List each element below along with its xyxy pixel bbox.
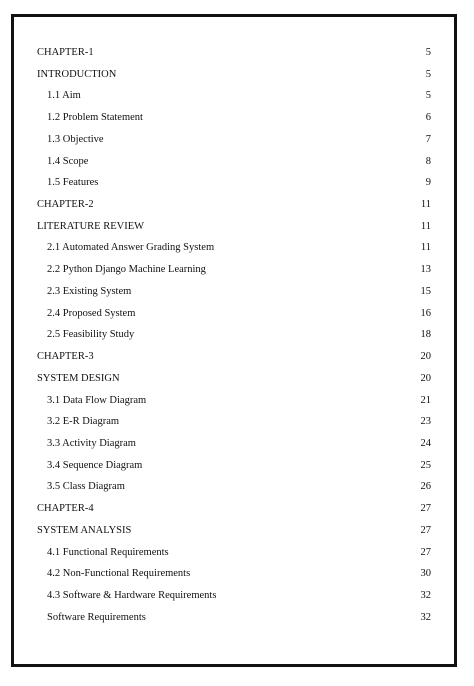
toc-chapter-row — [37, 372, 431, 394]
toc-entry-title: CHAPTER-1 — [37, 47, 94, 58]
toc-chapter-row — [37, 350, 431, 372]
toc-entry-page-number: 23 — [420, 416, 431, 428]
toc-entry-page-number: 24 — [420, 437, 431, 449]
toc-entry-title: CHAPTER-4 — [37, 503, 94, 515]
toc-entry-title: 3.4 Sequence Diagram — [47, 459, 143, 471]
toc-section-row — [37, 307, 431, 329]
toc-entry-page-number: 7 — [425, 133, 431, 145]
toc-entry-title: 1.1 Aim — [47, 90, 81, 102]
toc-entry-title: 4.2 Non-Functional Requirements — [47, 568, 191, 580]
toc-entry-title: 1.5 Features — [47, 177, 99, 189]
toc-chapter-row — [37, 502, 431, 524]
toc-section-row — [37, 89, 431, 111]
toc-section-row — [37, 133, 431, 155]
toc-section-row — [37, 263, 431, 285]
toc-section-row — [37, 111, 431, 133]
table-of-contents — [37, 46, 431, 632]
toc-section-row — [37, 611, 431, 633]
toc-entry-title: 2.5 Feasibility Study — [47, 329, 135, 341]
toc-entry-page-number: 13 — [420, 264, 431, 276]
toc-section-row — [37, 546, 431, 568]
toc-section-row — [37, 394, 431, 416]
toc-entry-page-number: 20 — [420, 351, 431, 363]
toc-entry-page-number: 25 — [420, 459, 431, 471]
toc-section-row — [37, 241, 431, 263]
toc-entry-title: 2.3 Existing System — [47, 285, 132, 297]
toc-entry-page-number: 15 — [420, 285, 431, 297]
toc-entry-title: 1.4 Scope — [47, 155, 89, 167]
toc-entry-page-number: 27 — [420, 503, 431, 515]
toc-entry-title: INTRODUCTION — [37, 68, 117, 80]
toc-entry-page-number: 21 — [420, 394, 431, 406]
toc-chapter-row — [37, 68, 431, 90]
toc-entry-page-number: 18 — [420, 329, 431, 341]
toc-section-row — [37, 328, 431, 350]
toc-entry-title: Software Requirements — [47, 611, 146, 623]
toc-section-row — [37, 176, 431, 198]
toc-entry-title: 3.1 Data Flow Diagram — [47, 394, 147, 406]
toc-entry-title: 3.3 Activity Diagram — [47, 437, 136, 449]
toc-entry-title: 2.2 Python Django Machine Learning — [47, 264, 206, 276]
toc-entry-title: 3.2 E-R Diagram — [47, 416, 120, 428]
toc-section-row — [37, 567, 431, 589]
toc-entry-page-number: 11 — [420, 242, 431, 254]
toc-section-row — [37, 480, 431, 502]
toc-entry-title: CHAPTER-2 — [37, 199, 94, 211]
toc-entry-title: 4.3 Software & Hardware Requirements — [47, 589, 217, 601]
toc-section-row — [37, 589, 431, 611]
toc-chapter-row — [37, 220, 431, 242]
toc-entry-page-number: 27 — [420, 546, 431, 558]
toc-entry-page-number: 26 — [420, 481, 431, 493]
toc-section-row — [37, 437, 431, 459]
toc-section-row — [37, 459, 431, 481]
toc-entry-page-number: 16 — [420, 307, 431, 319]
toc-entry-page-number: 11 — [420, 199, 431, 211]
toc-entry-title: 4.1 Functional Requirements — [47, 546, 169, 558]
toc-entry-title: 1.3 Objective — [47, 133, 104, 145]
toc-entry-page-number: 27 — [420, 524, 431, 536]
toc-entry-title: LITERATURE REVIEW — [37, 220, 145, 232]
toc-chapter-row — [37, 46, 431, 68]
toc-chapter-row — [37, 524, 431, 546]
toc-section-row — [37, 155, 431, 177]
toc-entry-page-number: 32 — [420, 589, 431, 601]
toc-entry-title: 2.4 Proposed System — [47, 307, 136, 319]
toc-chapter-row — [37, 198, 431, 220]
toc-entry-title: 2.1 Automated Answer Grading System — [47, 242, 215, 254]
toc-entry-title: 3.5 Class Diagram — [47, 481, 125, 493]
toc-entry-page-number: 5 — [425, 47, 431, 58]
toc-entry-page-number: 20 — [420, 372, 431, 384]
toc-entry-page-number: 30 — [420, 568, 431, 580]
toc-entry-title: SYSTEM DESIGN — [37, 372, 120, 384]
toc-entry-page-number: 32 — [420, 611, 431, 623]
toc-entry-page-number: 6 — [425, 112, 431, 124]
toc-entry-page-number: 8 — [425, 155, 431, 167]
toc-entry-page-number: 11 — [420, 220, 431, 232]
toc-entry-title: CHAPTER-3 — [37, 351, 94, 363]
toc-entry-page-number: 5 — [425, 90, 431, 102]
toc-entry-title: 1.2 Problem Statement — [47, 112, 143, 124]
toc-section-row — [37, 285, 431, 307]
toc-section-row — [37, 415, 431, 437]
toc-entry-title: SYSTEM ANALYSIS — [37, 524, 132, 536]
toc-entry-page-number: 5 — [425, 68, 431, 80]
toc-entry-page-number: 9 — [425, 177, 431, 189]
